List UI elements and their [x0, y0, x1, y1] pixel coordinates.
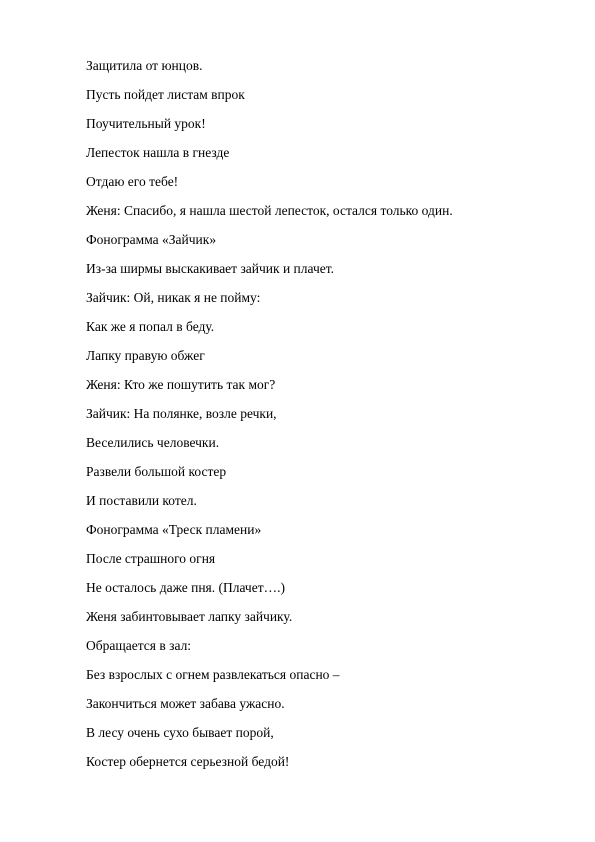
text-line: Закончиться может забава ужасно.	[86, 696, 285, 711]
text-line: Лапку правую обжег	[86, 348, 205, 363]
text-line: Фонограмма «Треск пламени»	[86, 522, 262, 537]
text-line: Фонограмма «Зайчик»	[86, 232, 217, 247]
text-line: Как же я попал в беду.	[86, 319, 215, 334]
text-line: После страшного огня	[86, 551, 216, 566]
text-line: Пусть пойдет листам впрок	[86, 87, 245, 102]
text-line: Лепесток нашла в гнезде	[86, 145, 230, 160]
text-body	[86, 58, 566, 783]
text-line: Не осталось даже пня. (Плачет….)	[86, 580, 285, 595]
text-line: Веселились человечки.	[86, 435, 220, 450]
text-line: Женя забинтовывает лапку зайчику.	[86, 609, 293, 624]
text-line: Отдаю его тебе!	[86, 174, 179, 189]
text-line: Женя: Кто же пошутить так мог?	[86, 377, 276, 392]
text-line: Защитила от юнцов.	[86, 58, 203, 73]
text-line: Развели большой костер	[86, 464, 227, 479]
text-line: Без взрослых с огнем развлекаться опасно –	[86, 667, 340, 682]
text-line: Поучительный урок!	[86, 116, 206, 131]
text-line: Костер обернется серьезной бедой!	[86, 754, 290, 769]
text-line: Женя: Спасибо, я нашла шестой лепесток, остался только один.	[86, 203, 453, 218]
text-line: Зайчик: Ой, никак я не пойму:	[86, 290, 261, 305]
text-line: Из-за ширмы выскакивает зайчик и плачет.	[86, 261, 335, 276]
text-line: Обращается в зал:	[86, 638, 192, 653]
text-line: Зайчик: На полянке, возле речки,	[86, 406, 277, 421]
text-line: В лесу очень сухо бывает порой,	[86, 725, 274, 740]
text-line: И поставили котел.	[86, 493, 197, 508]
